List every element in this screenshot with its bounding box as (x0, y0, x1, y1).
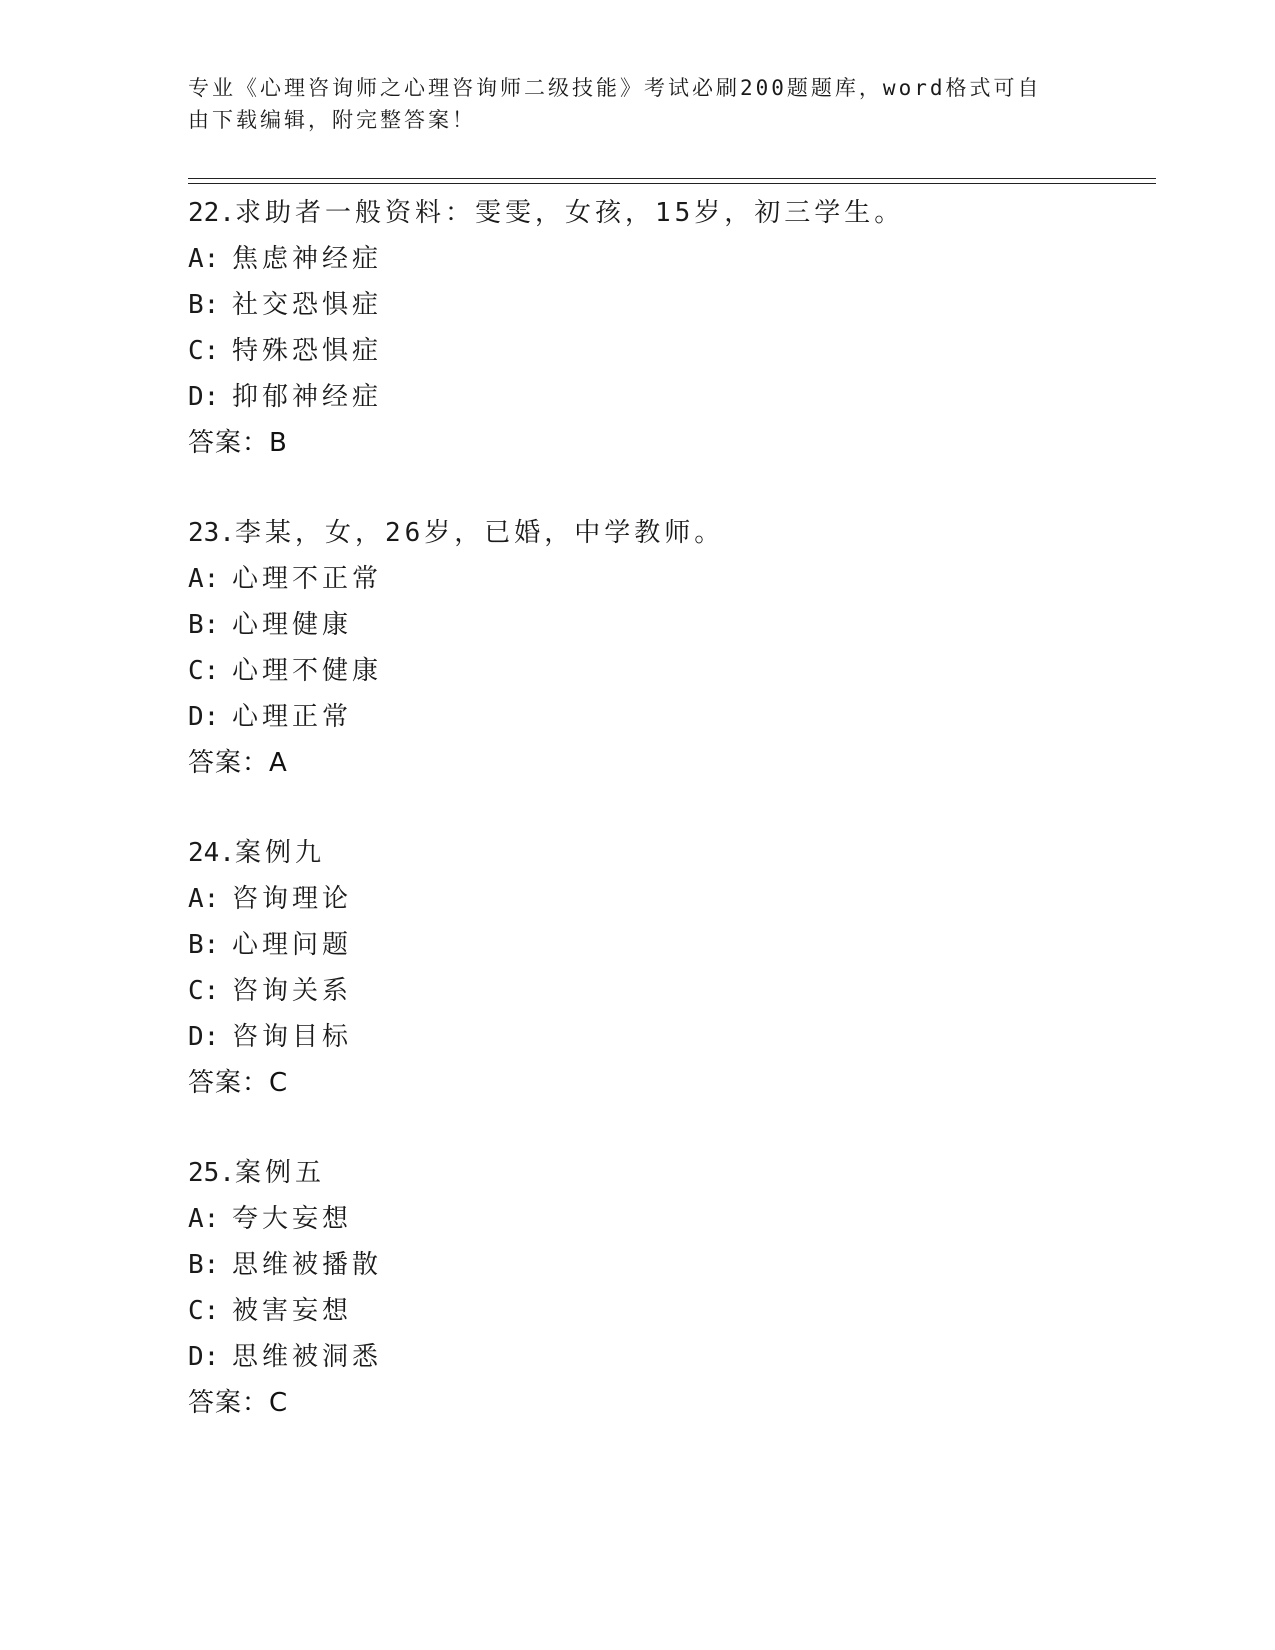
question-23 (188, 510, 1156, 786)
option-key: B: (188, 290, 220, 320)
option-b (188, 922, 1156, 968)
option-text: 夸大妄想 (232, 1204, 353, 1234)
answer-line: 答案：C (188, 1068, 289, 1098)
question-number: 24. (188, 838, 235, 868)
option-text: 心理正常 (232, 702, 353, 732)
option-a (188, 236, 1156, 282)
question-stem (188, 1150, 1156, 1196)
option-key: D: (188, 382, 220, 412)
option-b (188, 1242, 1156, 1288)
header-line-2: 由下载编辑，附完整答案！ (188, 108, 476, 132)
option-text: 思维被播散 (232, 1250, 383, 1280)
option-key: A: (188, 564, 220, 594)
option-text: 咨询理论 (232, 884, 353, 914)
option-c (188, 648, 1156, 694)
answer-line: 答案：A (188, 748, 288, 778)
answer-line: 答案：C (188, 1388, 289, 1418)
question-24 (188, 830, 1156, 1106)
option-text: 咨询目标 (232, 1022, 353, 1052)
option-text: 特殊恐惧症 (232, 336, 383, 366)
question-text: 案例九 (234, 838, 325, 868)
answer-line: 答案：B (188, 428, 288, 458)
option-text: 思维被洞悉 (232, 1342, 383, 1372)
header-divider-top (188, 178, 1156, 179)
option-text: 社交恐惧症 (232, 290, 383, 320)
option-d (188, 1334, 1156, 1380)
option-text: 心理健康 (232, 610, 353, 640)
question-text: 李某，女，26岁，已婚，中学教师。 (234, 518, 725, 548)
question-list (188, 190, 1156, 1426)
option-text: 心理问题 (232, 930, 353, 960)
option-text: 被害妄想 (232, 1296, 353, 1326)
option-text: 咨询关系 (232, 976, 353, 1006)
option-b (188, 602, 1156, 648)
option-key: D: (188, 1022, 220, 1052)
option-text: 心理不正常 (232, 564, 383, 594)
option-key: B: (188, 1250, 220, 1280)
option-a (188, 1196, 1156, 1242)
option-key: C: (188, 1296, 220, 1326)
header-divider-bottom (188, 183, 1156, 184)
question-stem (188, 190, 1156, 236)
option-key: D: (188, 1342, 220, 1372)
question-text: 案例五 (234, 1158, 325, 1188)
option-c (188, 1288, 1156, 1334)
option-a (188, 876, 1156, 922)
option-key: C: (188, 656, 220, 686)
option-key: B: (188, 930, 220, 960)
question-number: 22. (188, 198, 235, 228)
question-stem (188, 830, 1156, 876)
question-stem (188, 510, 1156, 556)
option-key: A: (188, 244, 220, 274)
option-key: C: (188, 336, 220, 366)
option-b (188, 282, 1156, 328)
option-d (188, 1014, 1156, 1060)
option-key: A: (188, 1204, 220, 1234)
option-text: 焦虑神经症 (232, 244, 383, 274)
option-d (188, 694, 1156, 740)
option-a (188, 556, 1156, 602)
header-line-1: 专业《心理咨询师之心理咨询师二级技能》考试必刷200题题库，word格式可自 (188, 76, 1042, 100)
option-text: 抑郁神经症 (232, 382, 383, 412)
option-c (188, 328, 1156, 374)
option-key: D: (188, 702, 220, 732)
option-key: B: (188, 610, 220, 640)
question-text: 求助者一般资料：雯雯，女孩，15岁，初三学生。 (234, 198, 905, 228)
document-header (188, 72, 1068, 136)
question-number: 23. (188, 518, 235, 548)
option-c (188, 968, 1156, 1014)
question-number: 25. (188, 1158, 235, 1188)
option-key: A: (188, 884, 220, 914)
option-d (188, 374, 1156, 420)
question-22 (188, 190, 1156, 466)
option-text: 心理不健康 (232, 656, 383, 686)
question-25 (188, 1150, 1156, 1426)
option-key: C: (188, 976, 220, 1006)
